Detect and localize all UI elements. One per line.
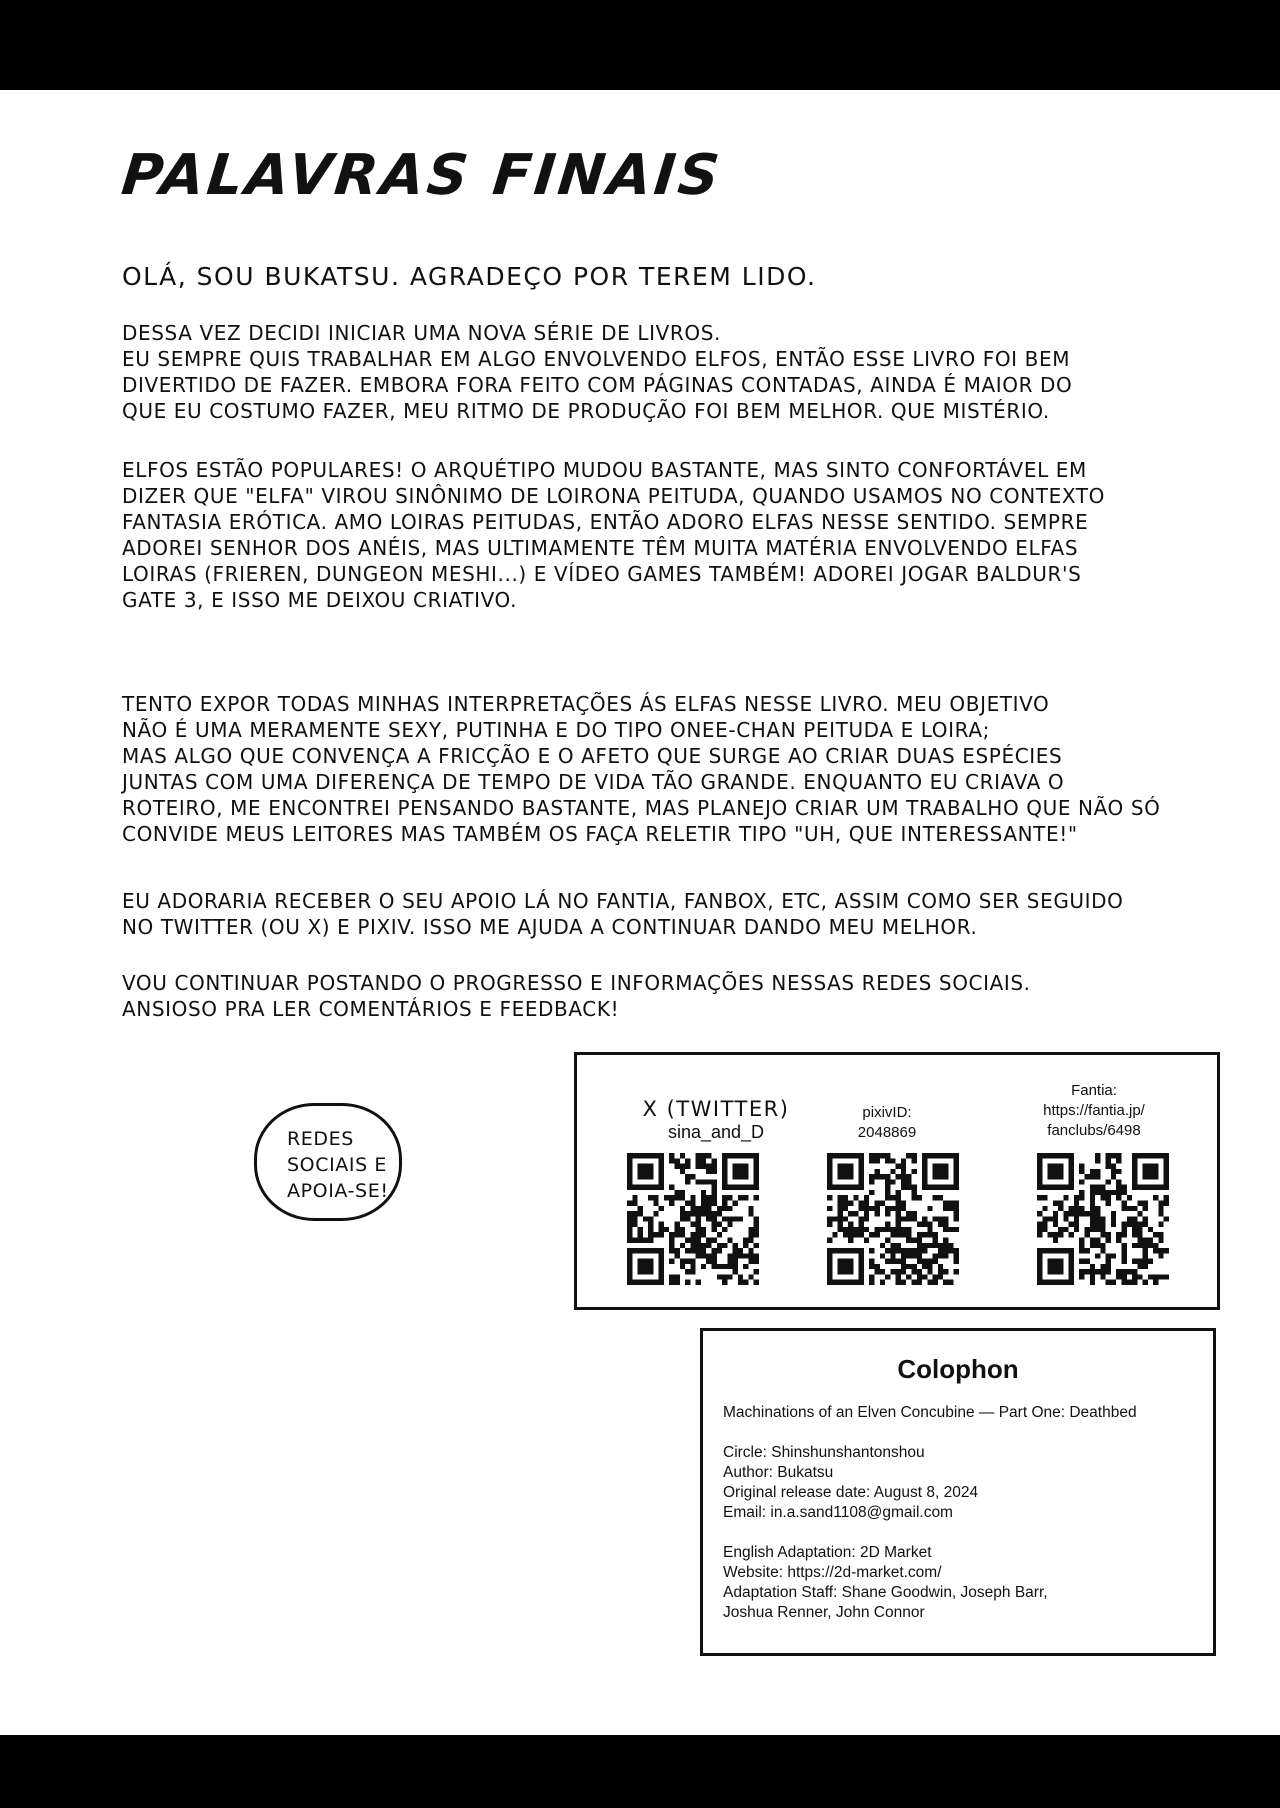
pixiv-id: 2048869 [857,1124,917,1141]
bottom-black-bar [0,1735,1280,1808]
bubble-line: APOIA-SE! [287,1180,389,1202]
greeting-line: OLÁ, SOU BUKATSU. AGRADEÇO POR TEREM LIDO. [122,262,817,291]
paragraph-elves: ELFOS ESTÃO POPULARES! O ARQUÉTIPO MUDOU BASTANTE, MAS SINTO CONFORTÁVEL EM DIZER QUE "ELFA" VIROU SINÔNIMO DE LOIRONA PEITUDA, QUANDO USAMOS NO CONTEXTO FANTASIA ERÓTICA. AMO LOIRAS PEITUDAS, ENTÃO ADORO ELFAS NESSE SENTIDO. SEMPRE ADOREI SENHOR DOS ANÉIS, MAS ULTIMAMENTE TÊM MUITA MATÉRIA ENVOLVENDO ELFAS LOIRAS (FRIEREN, DUNGEON MESHI...) E VÍDEO GAMES TAMBÉM! ADOREI JOGAR BALDUR'S GATE 3, E ISSO ME DEIXOU CRIATIVO. [122,458,1105,612]
colophon-box [700,1328,1216,1656]
fantia-column [1007,1081,1181,1141]
twitter-column [625,1097,807,1143]
colophon-title: Colophon [897,1354,1019,1384]
colophon-work-title: Machinations of an Elven Concubine — Part One: Deathbed [723,1404,1137,1421]
fantia-label: Fantia: [1071,1082,1117,1099]
colophon-release-date: Original release date: August 8, 2024 [723,1484,979,1501]
colophon-author: Author: Bukatsu [723,1464,834,1481]
pixiv-label: pixivID: [862,1104,912,1121]
colophon-circle: Circle: Shinshunshantonshou [723,1444,925,1461]
paragraph-interpretation: TENTO EXPOR TODAS MINHAS INTERPRETAÇÕES ÁS ELFAS NESSE LIVRO. MEU OBJETIVO NÃO É UMA MERAMENTE SEXY, PUTINHA E DO TIPO ONEE-CHAN PEITUDA E LOIRA; MAS ALGO QUE CONVENÇA A FRICÇÃO E O AFETO QUE SURGE AO CRIAR DUAS ESPÉCIES JUNTAS COM UMA DIFERENÇA DE TEMPO DE VIDA TÃO GRANDE. ENQUANTO EU CRIAVA O ROTEIRO, ME ENCONTREI PENSANDO BASTANTE, MAS PLANEJO CRIAR UM TRABALHO QUE NÃO SÓ CONVIDE MEUS LEITORES MAS TAMBÉM OS FAÇA RELETIR TIPO "UH, QUE INTERESSANTE!" [122,692,1161,846]
bubble-line: SOCIAIS E [287,1154,387,1176]
pixiv-column [807,1103,967,1143]
colophon-adaptation: English Adaptation: 2D Market [723,1544,932,1561]
colophon-email: Email: in.a.sand1108@gmail.com [723,1504,953,1521]
colophon-staff-line2: Joshua Renner, John Connor [723,1604,925,1621]
paragraph-updates: VOU CONTINUAR POSTANDO O PROGRESSO E INFORMAÇÕES NESSAS REDES SOCIAIS. ANSIOSO PRA LER COMENTÁRIOS E FEEDBACK! [122,971,1031,1021]
top-black-bar [0,0,1280,90]
fantia-qr-code[interactable] [1037,1153,1169,1285]
colophon-staff-line1: Adaptation Staff: Shane Goodwin, Joseph Barr, [723,1584,1048,1601]
colophon-spacer [723,1523,1213,1543]
paragraph-support: EU ADORARIA RECEBER O SEU APOIO LÁ NO FANTIA, FANBOX, ETC, ASSIM COMO SER SEGUIDO NO TWITTER (OU X) E PIXIV. ISSO ME AJUDA A CONTINUAR DANDO MEU MELHOR. [122,889,1124,939]
colophon-website: Website: https://2d-market.com/ [723,1564,942,1581]
bubble-line: REDES [287,1128,354,1150]
social-links-box [574,1052,1220,1310]
fantia-url-line2: fanclubs/6498 [1047,1122,1141,1139]
page-title: PALAVRAS FINAIS [118,143,726,208]
paragraph-intro: DESSA VEZ DECIDI INICIAR UMA NOVA SÉRIE DE LIVROS. EU SEMPRE QUIS TRABALHAR EM ALGO ENVOLVENDO ELFOS, ENTÃO ESSE LIVRO FOI BEM DIVERTIDO DE FAZER. EMBORA FORA FEITO COM PÁGINAS CONTADAS, AINDA É MAIOR DO QUE EU COSTUMO FAZER, MEU RITMO DE PRODUÇÃO FOI BEM MELHOR. QUE MISTÉRIO. [122,321,1073,423]
twitter-qr-code[interactable] [627,1153,759,1285]
pixiv-qr-code[interactable] [827,1153,959,1285]
fantia-url-line1: https://fantia.jp/ [1043,1102,1145,1119]
twitter-handle: sina_and_D [667,1122,765,1142]
twitter-label: X (TWITTER) [642,1097,790,1121]
speech-bubble [254,1103,402,1221]
